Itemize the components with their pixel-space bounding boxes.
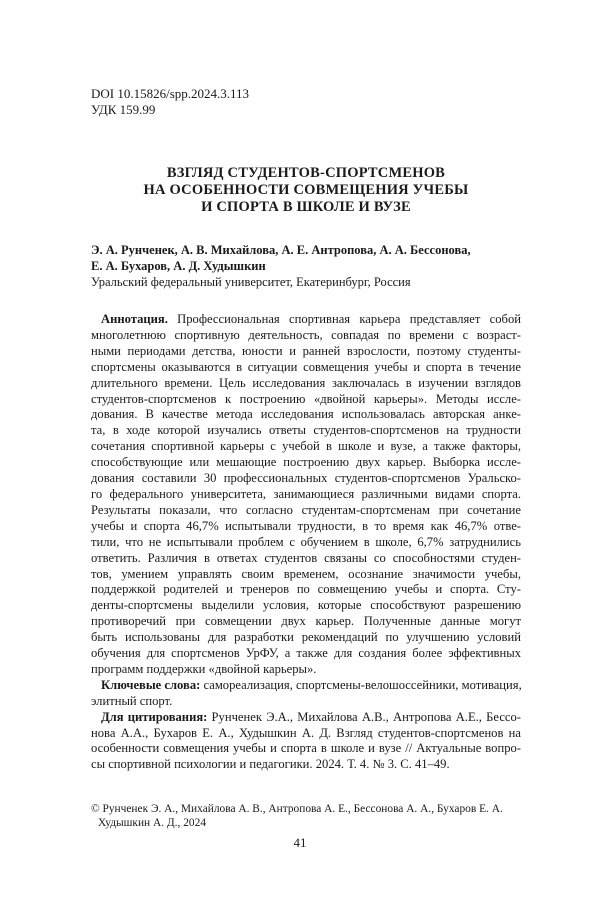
abstract-label: Аннотация. [101, 312, 168, 326]
abstract-line [91, 312, 521, 328]
footnote-line: Худышкин А. Д., 2024 [91, 817, 521, 831]
citation-line: особенности совмещения учебы и спорта в школе и вузе // Актуальные вопро- [91, 741, 521, 757]
citation-label: Для цитирования: [101, 710, 207, 724]
footnote-line: © Рунченек Э. А., Михайлова А. В., Антропова А. Е., Бессонова А. А., Бухаров Е. А. [91, 803, 521, 817]
abstract [91, 312, 521, 773]
abstract-line: денты-спортсмены выделили условия, которые способствуют разрешению [91, 598, 521, 614]
abstract-line: та, в ходе которой изучались ответы студентов-спортсменов на трудности [91, 423, 521, 439]
abstract-line: учебы и спорта 46,7% испытывали трудности, в то время как 46,7% отве- [91, 519, 521, 535]
authors-line: Э. А. Рунченек, А. В. Михайлова, А. Е. Антропова, А. А. Бессонова, [91, 242, 521, 258]
copyright-footnote [91, 803, 521, 830]
page-number: 41 [0, 835, 600, 851]
abstract-line: способствующие или мешающие построению двух карьер. Выборка иссле- [91, 455, 521, 471]
title-line: И СПОРТА В ШКОЛЕ И ВУЗЕ [91, 199, 521, 216]
abstract-line: поддержкой родителей и тренеров по совмещению учебы и спорта. Сту- [91, 582, 521, 598]
abstract-line: программ поддержки «двойной карьеры». [91, 662, 521, 678]
authors [91, 242, 521, 274]
abstract-line: студентов-спортсменов к построению «двойной карьеры». Методы иссле- [91, 392, 521, 408]
abstract-line: длительного времени. Цель исследования заключалась в изучении взглядов [91, 376, 521, 392]
abstract-line: дования составили 30 профессиональных студентов-спортсменов Уральско- [91, 471, 521, 487]
citation-text: Рунченек Э.А., Михайлова А.В., Антропова А.Е., Бессо- [207, 710, 521, 724]
abstract-line: сочетания спортивной карьеры с учебой в школе и вузе, а также факторы, [91, 439, 521, 455]
citation-line: нова А.А., Бухаров Е. А., Худышкин А. Д. Взгляд студентов-спортсменов на [91, 726, 521, 742]
abstract-line: противоречий при совмещении двух карьер. Полученные данные могут [91, 614, 521, 630]
abstract-line: обучения для спортсменов УрФУ, а также для создания более эффективных [91, 646, 521, 662]
keywords-line [91, 678, 521, 694]
doi: DOI 10.15826/spp.2024.3.113 [91, 86, 521, 102]
title-line: ВЗГЛЯД СТУДЕНТОВ-СПОРТСМЕНОВ [91, 165, 521, 182]
citation-line: сы спортивной психологии и педагогики. 2024. Т. 4. № 3. С. 41–49. [91, 757, 521, 773]
keywords-label: Ключевые слова: [101, 678, 200, 692]
abstract-line: ными периодами детства, юности и ранней взрослости, поэтому студенты- [91, 344, 521, 360]
abstract-line: Результаты показали, что согласно студентам-спортсменам при сочетание [91, 503, 521, 519]
abstract-line: тили, что не испытывали проблем с обучением в школе, 6,7% затруднились [91, 535, 521, 551]
authors-line: Е. А. Бухаров, А. Д. Худышкин [91, 258, 521, 274]
abstract-line: многолетнюю спортивную деятельность, совпадая по времени с возраст- [91, 328, 521, 344]
keywords-text: самореализация, спортсмены-велошоссейники, мотивация, [200, 678, 521, 692]
citation-line [91, 710, 521, 726]
abstract-line: го федерального университета, занимающиеся различными видами спорта. [91, 487, 521, 503]
title-line: НА ОСОБЕННОСТИ СОВМЕЩЕНИЯ УЧЕБЫ [91, 182, 521, 199]
article-title [91, 165, 521, 216]
abstract-line: тов, умением управлять своим временем, осознание значимости учебы, [91, 567, 521, 583]
abstract-line: быть использованы для разработки рекомендаций по улучшению условий [91, 630, 521, 646]
abstract-line: дования. В качестве метода исследования использовалась авторская анке- [91, 407, 521, 423]
affiliation: Уральский федеральный университет, Екатеринбург, Россия [91, 274, 521, 290]
article-meta [91, 86, 521, 118]
abstract-line: спортсмены оказываются в ситуации совмещения учебы и спорта в течение [91, 360, 521, 376]
udk: УДК 159.99 [91, 102, 521, 118]
abstract-text: Профессиональная спортивная карьера представляет собой [168, 312, 521, 326]
abstract-line: ответить. Различия в ответах студентов связаны со способностями студен- [91, 551, 521, 567]
keywords-line: элитный спорт. [91, 694, 521, 710]
article-page [91, 86, 521, 773]
